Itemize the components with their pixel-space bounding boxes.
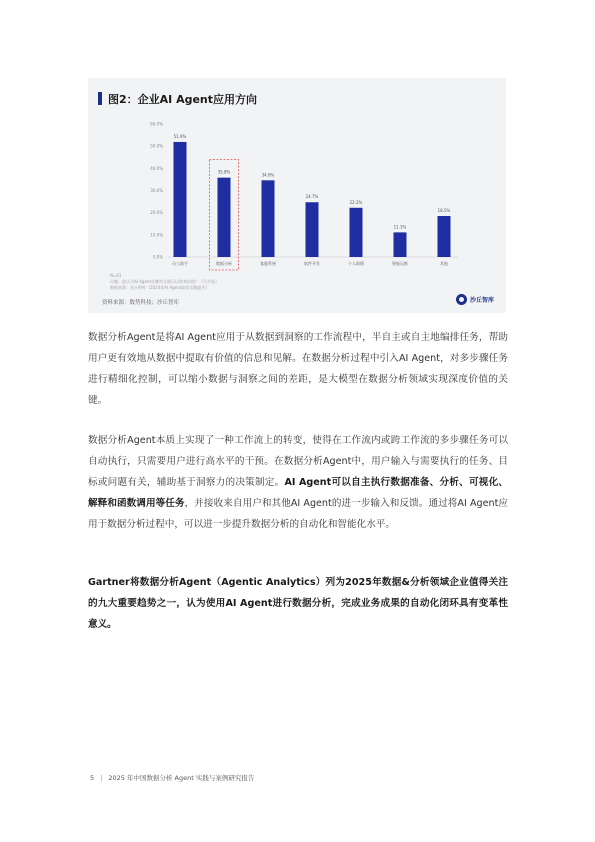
category-label: 数据分析 [216, 261, 232, 266]
category-label: 软件开发 [304, 261, 320, 266]
y-tick-label: 60.0% [150, 121, 163, 127]
footer-separator: | [100, 774, 103, 782]
y-tick-label: 20.0% [150, 210, 163, 216]
paragraph-1: 数据分析Agent是将AI Agent应用于从数据到洞察的工作流程中，半自主或自主地编排任务，帮助用户更有效地从数据中提取有价值的信息和见解。在数据分析过程中引入AI Agent，对多步骤任务进行精细化控制，可以缩小数据与洞察之间的差距，是大模型在数据分析领域实现深度价值的关键。 [88, 332, 508, 406]
category-label: 个人助理 [348, 261, 364, 266]
page-number: 5 [90, 774, 95, 782]
bar-value-label: 24.7% [305, 194, 319, 200]
logo-text: 沙丘智库 [469, 297, 494, 304]
bar [218, 178, 231, 257]
paragraph-2 [88, 430, 508, 535]
category-label: 客服系统 [260, 261, 276, 266]
figure-source: 资料来源：数势科技；沙丘智库 [102, 300, 180, 306]
bar [394, 232, 407, 257]
page-footer [90, 773, 254, 782]
bar-value-label: 34.6% [261, 172, 275, 178]
bar-value-label: 22.2% [349, 199, 363, 205]
bar [174, 142, 187, 257]
logo-icon [456, 294, 467, 305]
y-tick-label: 50.0% [150, 143, 163, 149]
brand-logo [456, 294, 494, 305]
figure-card [88, 78, 506, 313]
category-label: 员工助手 [172, 261, 188, 266]
note-question: 问题：您认为AI Agent在哪些方面可以带来价值？（可多选） [110, 279, 220, 284]
footer-title: 2025 年中国数据分析 Agent 实践与案例研究报告 [108, 774, 255, 782]
bar [350, 208, 363, 257]
bar-value-label: 51.9% [173, 133, 187, 139]
paragraph-3: Gartner将数据分析Agent（Agentic Analytics）列为2025年数据&分析领域企业值得关注的九大重要趋势之一，认为使用AI Agent进行数据分析，完成业务成果的自动化闭环具有变革性意义。 [88, 577, 508, 630]
paragraph-2-emphasis: AI Agent可以自主执行数据准备、分析、可视化、解释和函数调用等任务 [88, 477, 508, 509]
bar-value-label: 18.5% [437, 207, 451, 213]
note-data-source: 数据来源：沙丘智库《2024年AI Agent最佳实践报告》 [110, 285, 210, 290]
paragraph-2-text-c: ，并接收来自用户和其他AI Agent的进一步输入和反馈。通过将AI Agent应用于数据分析过程中，可以进一步提升数据分析的自动化和智能化水平。 [88, 498, 508, 530]
bar [306, 202, 319, 257]
bar [438, 216, 451, 257]
paragraph-2-text-a: 数据分析Agent本质上实现了一种工作流上的转变，使得在工作流内或跨工作流的多步骤任务可以自动执行，只需要用户进行高水平的干预。在数据分析Agent中，用户输入与需要执行的任务、目标或问题有关，辅助基于洞察力的决策制定。 [88, 435, 508, 488]
y-tick-label: 10.0% [150, 232, 163, 238]
y-tick-label: 30.0% [150, 188, 163, 193]
title-accent-bar [98, 92, 102, 105]
note-sample-size: N=61 [110, 273, 122, 278]
bar-value-label: 35.8% [217, 169, 231, 175]
figure-title: 图2：企业AI Agent应用方向 [108, 93, 258, 106]
y-tick-label: 40.0% [150, 165, 163, 171]
category-label: 智能运维 [392, 261, 408, 266]
bar-value-label: 11.1% [393, 224, 407, 230]
category-label: 其他 [440, 261, 448, 266]
y-tick-label: 0.0% [152, 254, 163, 260]
bar [262, 180, 275, 257]
